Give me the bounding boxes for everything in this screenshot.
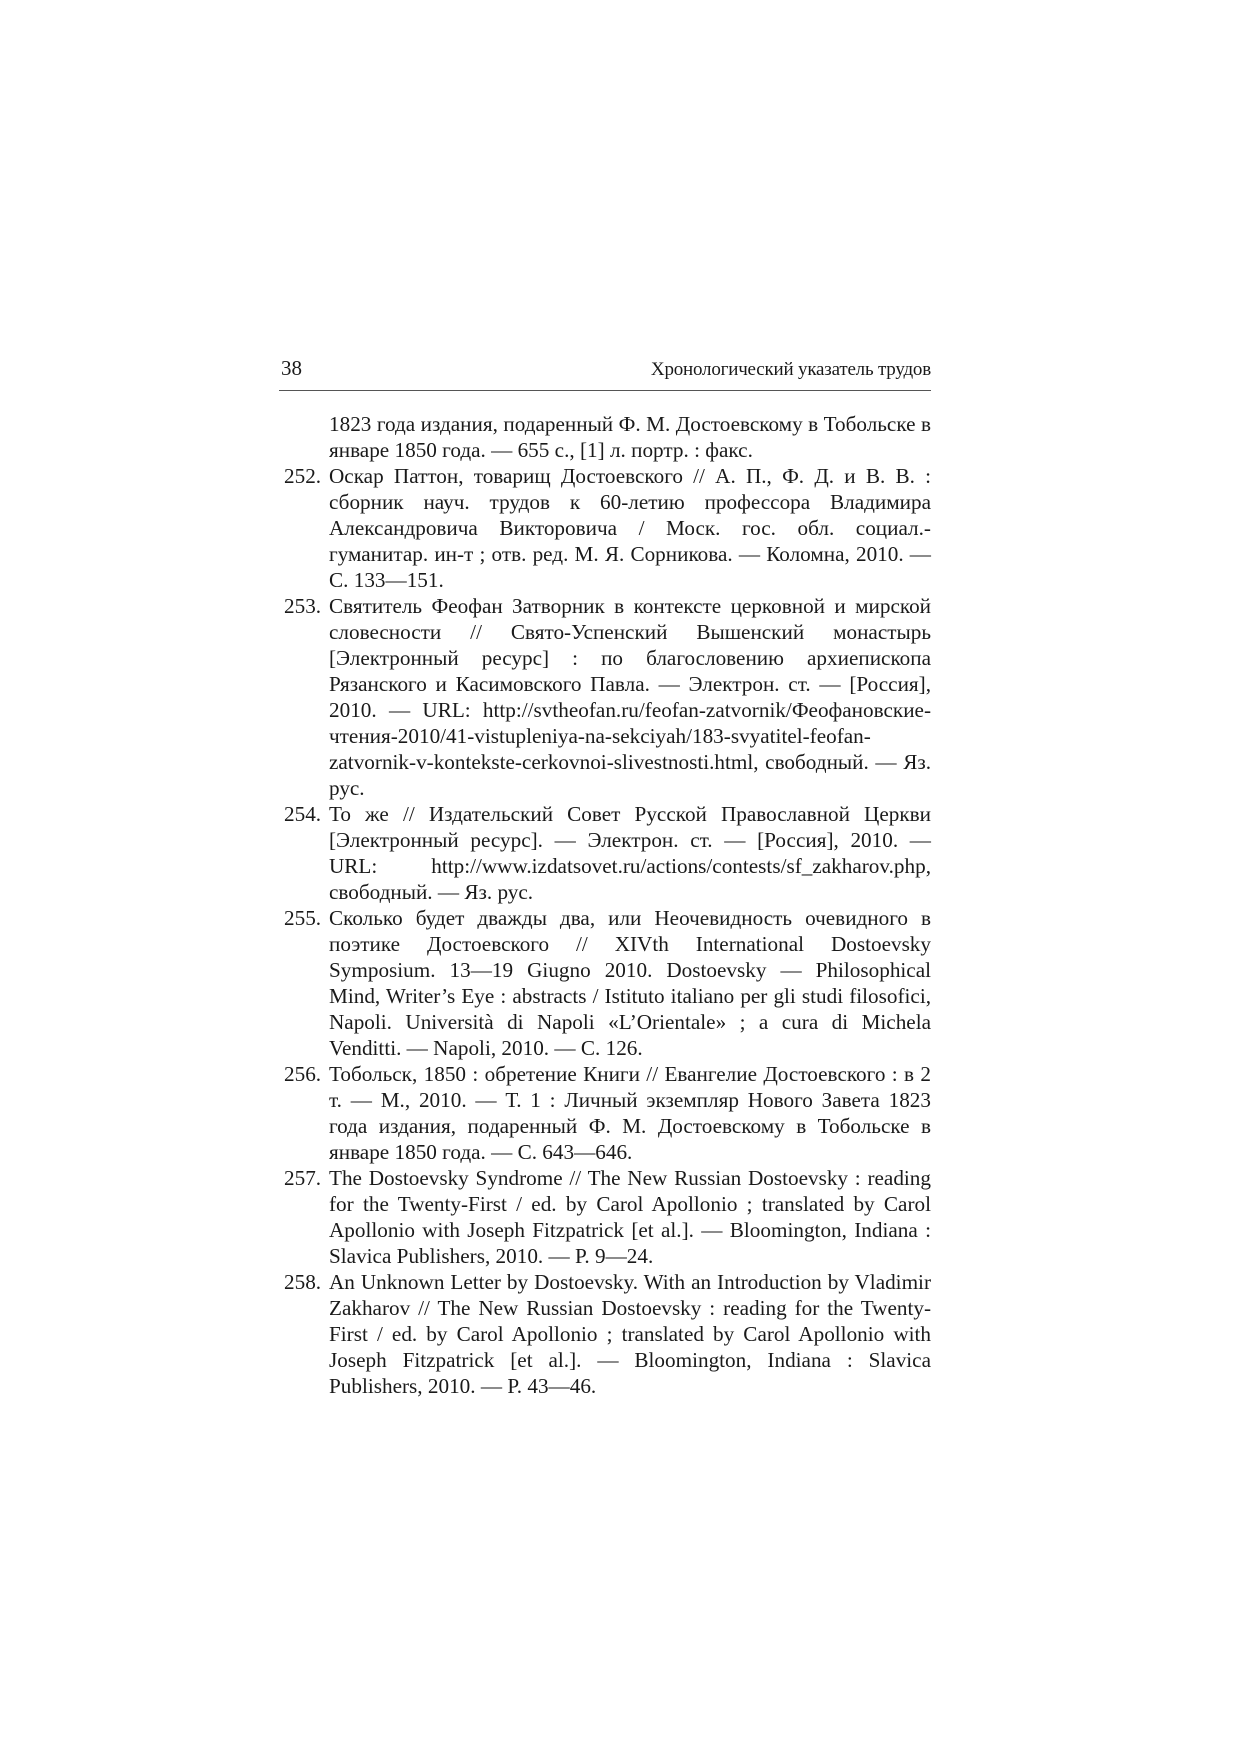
bibliography-entry-253: [279, 593, 931, 801]
bibliography-entry-252: [279, 463, 931, 593]
entry-text: Оскар Паттон, товарищ Достоевского // А. П., Ф. Д. и В. В. : сборник науч. трудов к 60-летию профессора Владимира Александровича Викторовича / Моск. гос. обл. социал.-гуманитар. ин-т ; отв. ред. М. Я. Сорникова. — Коломна, 2010. — С. 133—151.: [329, 464, 931, 592]
bibliography-entry-256: [279, 1061, 931, 1165]
entry-text: То же // Издательский Совет Русской Православной Церкви [Электронный ресурс]. — Электрон. ст. — [Россия], 2010. — URL: http://www.izdatsovet.ru/actions/contests/sf_zakharov.php, свободный. — Яз. рус.: [329, 802, 931, 904]
page-header: [279, 350, 931, 391]
entry-text: Святитель Феофан Затворник в контексте церковной и мирской словесности // Свято-Успенский Вышенский монастырь [Электронный ресурс] : по благословению архиепископа Рязанского и Касимовского Павла. — Электрон. ст. — [Россия], 2010. — URL: http://svtheofan.ru/feofan-zatvornik/Феофановские-чтения-2010/41-vistupleniya-na-sekciyah/183-svyatitel-feofan-zatvornik-v-kontekste-cerkovnoi-slivestnosti.html, свободный. — Яз. рус.: [329, 594, 931, 800]
bibliography-entry-continued: [279, 411, 931, 463]
entry-number: 258.: [284, 1270, 322, 1294]
bibliography-list: [279, 411, 931, 1399]
bibliography-entry-255: [279, 905, 931, 1061]
entry-text: 1823 года издания, подаренный Ф. М. Достоевскому в Тобольске в январе 1850 года. — 655 с., [1] л. портр. : факс.: [329, 412, 931, 462]
bibliography-entry-258: [279, 1269, 931, 1399]
entry-text: An Unknown Letter by Dostoevsky. With an Introduction by Vladimir Zakharov // The New Russian Dostoevsky : reading for the Twenty-First / ed. by Carol Apollonio ; translated by Carol Apollonio with Joseph Fitzpatrick [et al.]. — Bloomington, Indiana : Slavica Publishers, 2010. — P. 43—46.: [329, 1270, 931, 1398]
entry-number: 253.: [284, 594, 322, 618]
entry-text: Тобольск, 1850 : обретение Книги // Евангелие Достоевского : в 2 т. — М., 2010. — Т. 1 : Личный экземпляр Нового Завета 1823 года издания, подаренный Ф. М. Достоевскому в Тобольске в январе 1850 года. — С. 643—646.: [329, 1062, 931, 1164]
entry-number: 256.: [284, 1062, 322, 1086]
bibliography-entry-254: [279, 801, 931, 905]
page-number: 38: [281, 356, 302, 380]
entry-number: 255.: [284, 906, 322, 930]
entry-number: 254.: [284, 802, 322, 826]
entry-number: 252.: [284, 464, 322, 488]
entry-text: Сколько будет дважды два, или Неочевидность очевидного в поэтике Достоевского // XIVth International Dostoevsky Symposium. 13—19 Giugno 2010. Dostoevsky — Philosophical Mind, Writer’s Eye : abstracts / Istituto italiano per gli studi filosofici, Napoli. Università di Napoli «L’Orientale» ; a cura di Michela Venditti. — Napoli, 2010. — С. 126.: [329, 906, 931, 1060]
running-title: Хронологический указатель трудов: [650, 359, 931, 380]
entry-number: 257.: [284, 1166, 322, 1190]
bibliography-entry-257: [279, 1165, 931, 1269]
entry-text: The Dostoevsky Syndrome // The New Russian Dostoevsky : reading for the Twenty-First / ed. by Carol Apollonio ; translated by Carol Apollonio with Joseph Fitzpatrick [et al.]. — Bloomington, Indiana : Slavica Publishers, 2010. — P. 9—24.: [329, 1166, 931, 1268]
